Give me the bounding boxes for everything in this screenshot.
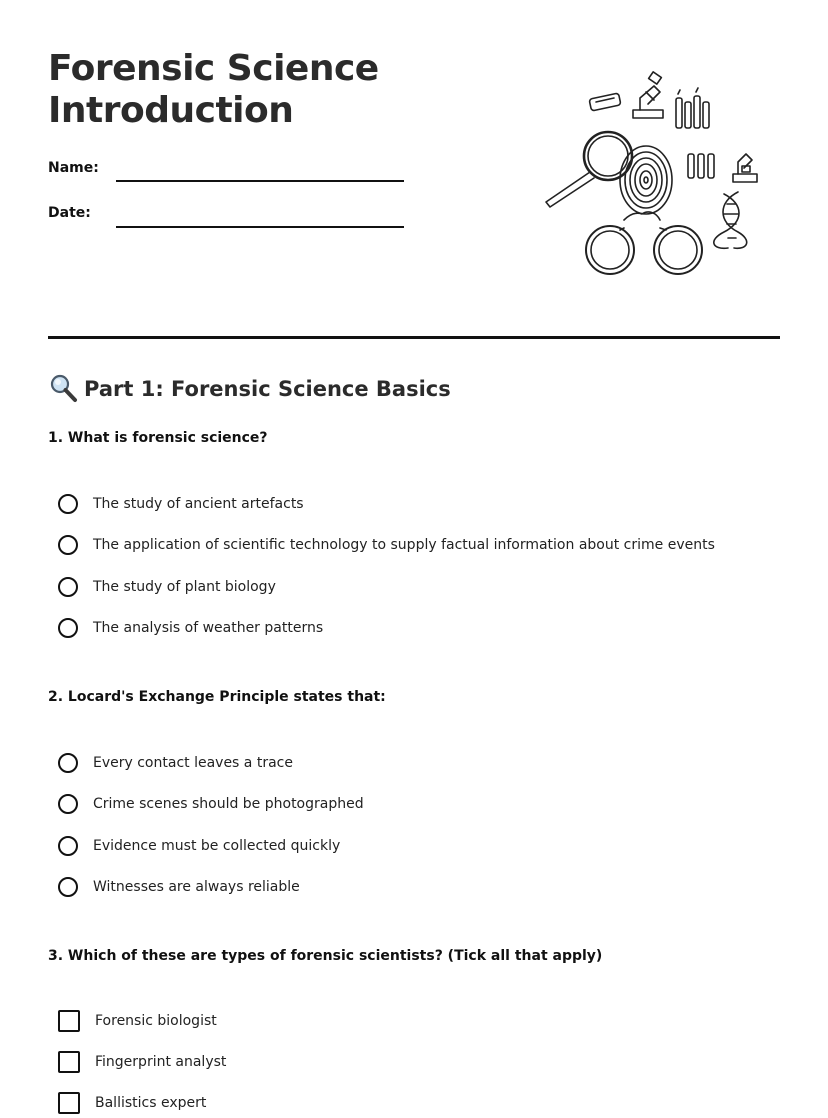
title-line-1: Forensic Science xyxy=(48,48,379,89)
handcuffs-icon xyxy=(586,212,702,274)
forensic-tools-icon xyxy=(520,62,780,286)
option-label: The analysis of weather patterns xyxy=(93,620,324,636)
radio-button[interactable] xyxy=(58,494,78,514)
date-label: Date: xyxy=(48,205,91,221)
dna-icon xyxy=(714,192,747,248)
radio-button[interactable] xyxy=(58,836,78,856)
checkbox[interactable] xyxy=(58,1051,80,1073)
radio-button[interactable] xyxy=(58,535,78,555)
question-1-option-2[interactable] xyxy=(58,532,715,558)
vials-icon xyxy=(688,154,714,178)
question-2-option-1[interactable] xyxy=(58,750,293,776)
magnifier-icon xyxy=(546,132,632,207)
microscope-icon xyxy=(633,72,663,118)
option-label: Crime scenes should be photographed xyxy=(93,796,364,812)
microscope-slide-icon xyxy=(589,93,621,111)
radio-button[interactable] xyxy=(58,794,78,814)
question-1-option-1[interactable] xyxy=(58,491,304,517)
option-label: Evidence must be collected quickly xyxy=(93,838,341,854)
question-1-option-4[interactable] xyxy=(58,615,323,641)
question-3: 3. Which of these are types of forensic scientists? (Tick all that apply) xyxy=(48,948,603,964)
option-label: The application of scientific technology to supply factual information about crime events xyxy=(93,537,715,553)
question-1: 1. What is forensic science? xyxy=(48,430,268,446)
section-heading xyxy=(48,374,451,404)
question-3-option-2[interactable] xyxy=(58,1049,226,1075)
option-label: Witnesses are always reliable xyxy=(93,879,300,895)
radio-button[interactable] xyxy=(58,753,78,773)
question-2-option-3[interactable] xyxy=(58,833,340,859)
checkbox[interactable] xyxy=(58,1010,80,1032)
option-label: Fingerprint analyst xyxy=(95,1054,227,1070)
section-divider xyxy=(48,336,780,339)
section-heading-text: Part 1: Forensic Science Basics xyxy=(84,377,451,401)
question-2: 2. Locard's Exchange Principle states that: xyxy=(48,689,386,705)
radio-button[interactable] xyxy=(58,577,78,597)
question-3-option-1[interactable] xyxy=(58,1008,217,1034)
small-microscope-icon xyxy=(733,154,757,182)
name-label: Name: xyxy=(48,160,99,176)
option-label: The study of ancient artefacts xyxy=(93,496,304,512)
date-field[interactable] xyxy=(116,226,404,228)
question-2-option-4[interactable] xyxy=(58,874,300,900)
radio-button[interactable] xyxy=(58,877,78,897)
name-field[interactable] xyxy=(116,180,404,182)
magnifying-glass-icon xyxy=(48,373,78,403)
option-label: The study of plant biology xyxy=(93,579,276,595)
question-3-option-3[interactable] xyxy=(58,1090,206,1116)
checkbox[interactable] xyxy=(58,1092,80,1114)
title-line-2: Introduction xyxy=(48,90,294,131)
test-tubes-icon xyxy=(676,88,709,128)
question-2-option-2[interactable] xyxy=(58,791,364,817)
radio-button[interactable] xyxy=(58,618,78,638)
option-label: Forensic biologist xyxy=(95,1013,217,1029)
question-1-option-3[interactable] xyxy=(58,574,276,600)
option-label: Every contact leaves a trace xyxy=(93,755,293,771)
option-label: Ballistics expert xyxy=(95,1095,207,1111)
page-title xyxy=(48,48,468,132)
